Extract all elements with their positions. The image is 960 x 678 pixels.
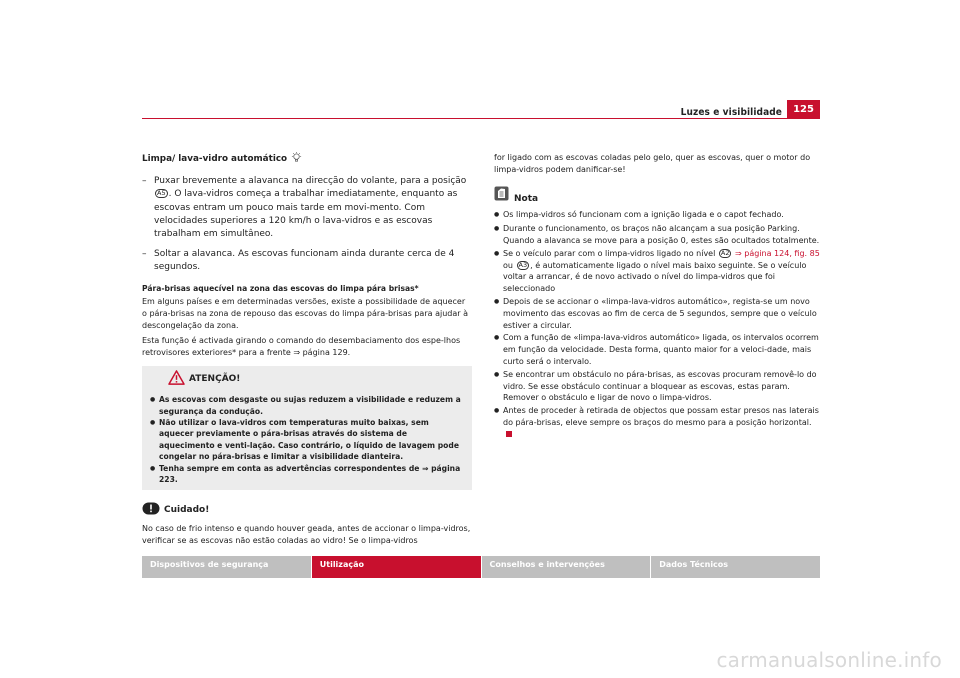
tab-dispositivos-de-seguranca[interactable]: Dispositivos de segurança bbox=[142, 556, 311, 578]
tab-utilizacao[interactable]: Utilização bbox=[312, 556, 481, 578]
section-end-marker bbox=[506, 431, 512, 437]
heated-windscreen-heading: Pára-brisas aquecível na zona das escovas do limpa pára brisas* bbox=[142, 283, 419, 293]
lightbulb-icon bbox=[291, 152, 302, 168]
instruction-step: – Soltar a alavanca. As escovas funcionam ainda durante cerca de 4 segundos. bbox=[142, 248, 455, 273]
note-item: ● Os limpa-vidros só funcionam com a ignição ligada e o capot fechado. bbox=[494, 209, 820, 222]
warning-box bbox=[142, 366, 472, 490]
chapter-tabs bbox=[142, 556, 820, 578]
page-section-title: Luzes e visibilidade bbox=[680, 107, 782, 118]
tab-dados-tecnicos[interactable]: Dados Técnicos bbox=[651, 556, 820, 578]
left-column bbox=[142, 152, 472, 550]
note-heading: Nota bbox=[494, 186, 820, 206]
note-item: ● Durante o funcionamento, os braços não alcançam a sua posição Parking. Quando a alavanca se move para a posição 0, estes são ocultados totalmente. bbox=[494, 223, 820, 247]
position-badge: A5 bbox=[157, 189, 166, 198]
page-reference-link[interactable]: ⇒ página 124, fig. 85 bbox=[735, 248, 820, 258]
position-badge: A2 bbox=[720, 248, 730, 257]
warning-triangle-icon bbox=[168, 370, 185, 390]
warning-item: ● Não utilizar o lava-vidros com temperaturas muito baixas, sem aquecer previamente o pára-brisas através do sistema de aquecimento e venti-lação. Caso contrário, o líquido de lavagem pode congelar no pára-brisas e limitar a visibilidade dianteira. bbox=[150, 417, 464, 463]
caution-continuation: for ligado com as escovas coladas pelo gelo, quer as escovas, quer o motor do limpa-vidros podem danificar-se! bbox=[494, 153, 811, 174]
tab-conselhos-e-intervencoes[interactable]: Conselhos e intervenções bbox=[482, 556, 651, 578]
caution-icon bbox=[142, 502, 160, 520]
position-badge: A3 bbox=[518, 260, 528, 269]
warning-heading: ATENÇÃO! bbox=[168, 370, 464, 390]
right-column bbox=[494, 152, 820, 442]
note-item: ● Depois de se accionar o «limpa-lava-vidros automático», regista-se um novo movimento das escovas ao fim de cerca de 5 segundos, sempre que o veículo estiver a circular. bbox=[494, 296, 820, 331]
caution-text: No caso de frio intenso e quando houver geada, antes de accionar o limpa-vidros, verificar se as escovas não estão coladas ao vidro! Se o limpa-vidros bbox=[142, 524, 471, 546]
paragraph: Em alguns países e em determinadas versões, existe a possibilidade de aquecer o pára-brisas na zona de repouso das escovas do limpa pára-brisas para ajudar à descongelação da zona. bbox=[142, 297, 468, 331]
paragraph: Esta função é activada girando o comando do desembaciamento dos espe-lhos retrovisores exteriores* para a frente ⇒ página 129. bbox=[142, 335, 461, 357]
note-item: ● Se encontrar um obstáculo no pára-brisas, as escovas procuram removê-lo do vidro. Se esse obstáculo continuar a bloquear as escovas, estas param. Remover o obstáculo e ligar de novo o limpa-vidros. bbox=[494, 369, 820, 404]
caution-heading: Cuidado! bbox=[142, 502, 472, 520]
note-item: ● Antes de proceder à retirada de objectos que possam estar presos nas laterais do pára-brisas, eleve sempre os braços do mesmo para a posição horizontal. bbox=[494, 405, 820, 440]
note-icon bbox=[494, 186, 509, 206]
note-item: ● Com a função de «limpa-lava-vidros automático» ligada, os intervalos ocorrem em função da velocidade. Desta forma, quanto maior for a veloci-dade, mais curto será o intervalo. bbox=[494, 332, 820, 367]
warning-item: ● As escovas com desgaste ou sujas reduzem a visibilidade e reduzem a segurança da condução. bbox=[150, 394, 464, 417]
page-number: 125 bbox=[787, 100, 820, 119]
instruction-step: – Puxar brevemente a alavanca na direcção do volante, para a posição A5 . O lava-vidros começa a trabalhar imediatamente, enquanto as escovas entram um pouco mais tarde em movi-mento. Com velocidades superiores a 120 km/h o lava-vidros e as escovas trabalham em simultâneo. bbox=[142, 175, 467, 240]
section-title: Limpa/ lava-vidro automático bbox=[142, 154, 288, 164]
warning-item: ● Tenha sempre em conta as advertências correspondentes de ⇒ página 223. bbox=[150, 463, 464, 486]
note-item: ● Se o veículo parar com o limpa-vidros ligado no nível A2 ⇒ página 124, fig. 85 ou A3 , é automaticamente ligado o nível mais baixo seguinte. Se o veículo voltar a arrancar, é de novo activado o nível do limpa-vidros que foi seleccionado bbox=[494, 248, 820, 295]
section-heading bbox=[142, 152, 472, 168]
header-rule bbox=[142, 118, 820, 119]
watermark: carmanualsonline.info bbox=[716, 648, 942, 672]
